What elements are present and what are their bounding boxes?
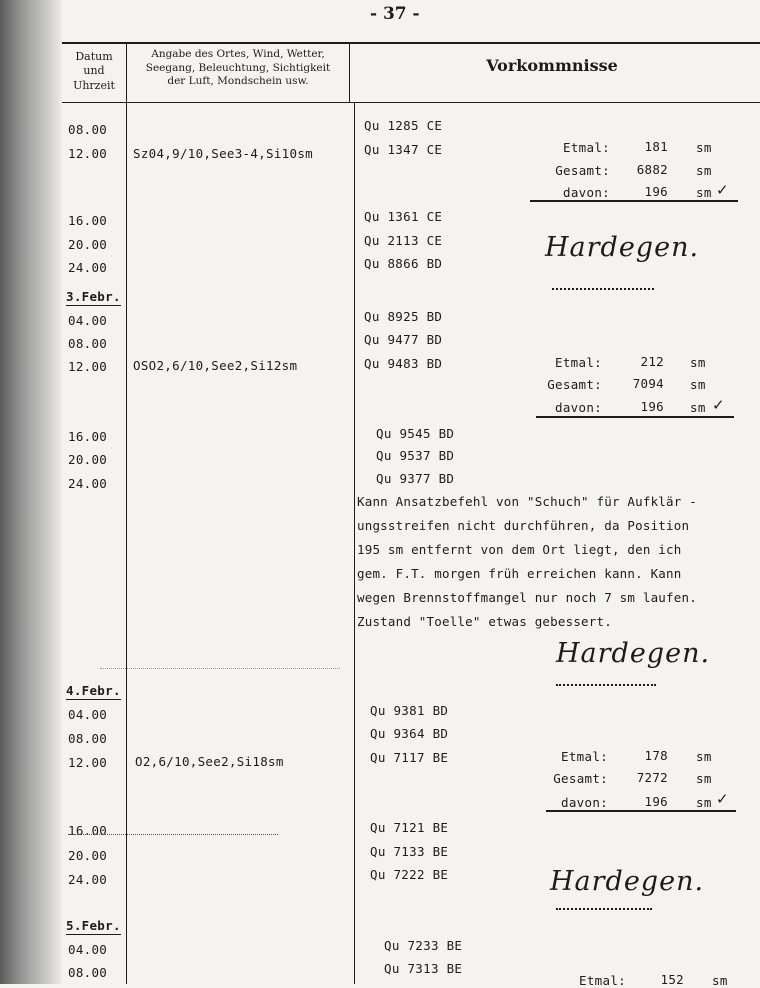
header-ort: Angabe des Ortes, Wind, Wetter, Seegang, Beleuchtung, Sichtigkeit der Luft, Mondschein usw.: [145, 48, 331, 88]
time-cell: 16.00: [68, 823, 108, 838]
position-cell: Qu 8925 BD: [364, 309, 443, 324]
position-cell: Qu 2113 CE: [364, 233, 443, 248]
etmal-label: Etmal:: [563, 140, 610, 155]
time-cell: 16.00: [68, 213, 108, 228]
checkmark-icon: ✓: [716, 790, 729, 808]
signature: Hardegen.: [545, 232, 700, 263]
time-cell: 24.00: [68, 260, 108, 275]
gesamt-label: Gesamt:: [555, 163, 610, 178]
etmal-value: 212: [640, 354, 664, 369]
etmal-value: 152: [660, 972, 684, 987]
position-cell: Qu 7121 BE: [370, 820, 449, 835]
time-cell: 16.00: [68, 429, 108, 444]
etmal-label: Etmal:: [579, 973, 626, 988]
position-cell: Qu 9483 BD: [364, 356, 443, 371]
date-heading: 5.Febr.: [66, 918, 121, 933]
position-cell: Qu 9537 BD: [376, 448, 455, 463]
time-cell: 08.00: [68, 965, 108, 980]
position-cell: Qu 7117 BE: [370, 750, 449, 765]
column-divider-2: [354, 102, 355, 984]
header-vorkommnisse: Vorkommnisse: [486, 56, 618, 75]
signature: Hardegen.: [556, 638, 711, 669]
time-cell: 04.00: [68, 707, 108, 722]
time-cell: 12.00: [68, 755, 108, 770]
page-number: - 37 -: [370, 4, 420, 24]
position-cell: Qu 9377 BD: [376, 471, 455, 486]
time-cell: 24.00: [68, 476, 108, 491]
unit: sm: [690, 377, 706, 392]
time-cell: 04.00: [68, 942, 108, 957]
unit: sm: [690, 400, 706, 415]
header-top-rule: [62, 42, 760, 44]
checkmark-icon: ✓: [712, 396, 725, 414]
time-cell: 20.00: [68, 237, 108, 252]
time-cell: 20.00: [68, 452, 108, 467]
date-heading: 3.Febr.: [66, 289, 121, 304]
davon-label: davon:: [555, 400, 602, 415]
signature-dotted-line: [556, 908, 652, 910]
time-cell: 24.00: [68, 872, 108, 887]
position-cell: Qu 7222 BE: [370, 867, 449, 882]
checkmark-icon: ✓: [716, 181, 729, 199]
unit: sm: [696, 185, 712, 200]
date-heading: 4.Febr.: [66, 683, 121, 698]
gesamt-label: Gesamt:: [547, 377, 602, 392]
summary-underline: [546, 810, 736, 812]
position-cell: Qu 1361 CE: [364, 209, 443, 224]
signature-dotted-line: [556, 684, 656, 686]
davon-label: davon:: [561, 795, 608, 810]
weather-cell: OSO2,6/10,See2,Si12sm: [133, 358, 298, 373]
davon-value: 196: [644, 184, 668, 199]
time-cell: 08.00: [68, 731, 108, 746]
position-cell: Qu 9364 BD: [370, 726, 449, 741]
unit: sm: [696, 163, 712, 178]
etmal-label: Etmal:: [561, 749, 608, 764]
summary-underline: [530, 200, 738, 202]
davon-value: 196: [644, 794, 668, 809]
time-cell: 08.00: [68, 122, 108, 137]
weather-cell: Sz04,9/10,See3-4,Si10sm: [133, 146, 313, 161]
header-datum: Datum und Uhrzeit: [73, 50, 115, 92]
time-cell: 12.00: [68, 146, 108, 161]
unit: sm: [690, 355, 706, 370]
gesamt-value: 7272: [636, 770, 668, 785]
signature-dotted-line: [552, 288, 654, 290]
unit: sm: [696, 749, 712, 764]
column-divider-1: [126, 42, 127, 984]
summary-underline: [536, 416, 734, 418]
signature: Hardegen.: [550, 866, 705, 897]
position-cell: Qu 7313 BE: [384, 961, 463, 976]
etmal-value: 181: [644, 139, 668, 154]
davon-value: 196: [640, 399, 664, 414]
unit: sm: [712, 973, 728, 988]
etmal-label: Etmal:: [555, 355, 602, 370]
position-cell: Qu 7233 BE: [384, 938, 463, 953]
gesamt-value: 6882: [636, 162, 668, 177]
unit: sm: [696, 771, 712, 786]
position-cell: Qu 8866 BD: [364, 256, 443, 271]
remark-text: Kann Ansatzbefehl von "Schuch" für Aufklär - ungsstreifen nicht durchführen, da Position 195 sm entfernt von dem Ort liegt, den ich gem. F.T. morgen früh erreichen kann. Kann wegen Brennstoffmangel nur noch 7 sm laufen. Zustand "Toelle" etwas gebessert.: [357, 494, 697, 630]
time-cell: 08.00: [68, 336, 108, 351]
gesamt-label: Gesamt:: [553, 771, 608, 786]
position-cell: Qu 1285 CE: [364, 118, 443, 133]
weather-cell: O2,6/10,See2,Si18sm: [135, 754, 284, 769]
unit: sm: [696, 795, 712, 810]
position-cell: Qu 1347 CE: [364, 142, 443, 157]
davon-label: davon:: [563, 185, 610, 200]
position-cell: Qu 9477 BD: [364, 332, 443, 347]
position-cell: Qu 9381 BD: [370, 703, 449, 718]
position-cell: Qu 7133 BE: [370, 844, 449, 859]
time-cell: 20.00: [68, 848, 108, 863]
header-bottom-rule: [62, 102, 760, 103]
unit: sm: [696, 140, 712, 155]
gesamt-value: 7094: [632, 376, 664, 391]
column-divider-2-header: [349, 42, 350, 102]
page-binding-shadow: [0, 0, 62, 984]
faint-smudge: [68, 834, 278, 835]
time-cell: 12.00: [68, 359, 108, 374]
faint-smudge: [100, 668, 340, 669]
etmal-value: 178: [644, 748, 668, 763]
position-cell: Qu 9545 BD: [376, 426, 455, 441]
time-cell: 04.00: [68, 313, 108, 328]
